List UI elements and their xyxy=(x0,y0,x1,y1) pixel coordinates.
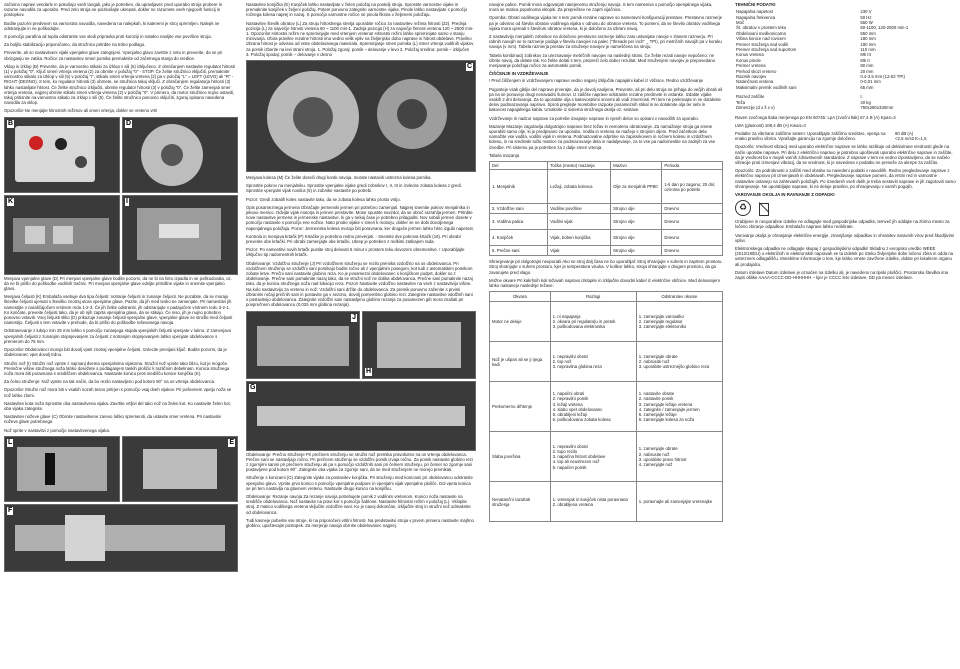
cross-turning-text: Obdelovanje: Prečno struženje Pri prečnem struženju se stružni nož premika pravokotno na os vrtenja obdelovanca. Prečne sani se nastavljajo ročno. Pri prečnem struženju se vzdolžni pomik izvaja ročno. Za pomik nastavite globino rezi z zgornjimi sanmi pri prečnem struženju ali pa s pomočjo vzdolžnih sani pri čelnem struženju, pri čemer so zgornje sani postavljene pod kotom 90°. Zategnite oba vijaka za zgornje sani, da se med struženjem ne morejo premikati. xyxy=(246,451,473,473)
spec-value: 550 W xyxy=(860,20,873,26)
chuck-check-text: Preverite, ali so nastavitveni vijaki vpenjalne glave zategnjeni. Vpenjalno glavo zavrtite z roko in preverite, da se pri vbrizganju ne zatika. Ročice za nastavitev smeri pomika premaknite od začetnega stanja do sredine. xyxy=(4,50,223,61)
maintenance-text: Pogosteje vsak gibljiv del naprave prverajte, da je dovolj naoljena. Preverite, ali pri delu stroja ne prihaja do večjih obrab ali pa na se ponuvejo drugi nenavadni šumovi. Iz zaščite naprave odstranite rezalne predmete in ostanke. Izdatite vijake vsakih 2 dni delovanja. Za to uporabite olja s kakovostnimi snovmi ali vodi zmernosti. Pri tem ne prekrivajte in se dotaknite delov podmazovanja napravo. Sproti preglejte morebitne razpoke posameznih stikal in se dotaknite olja ter sebi in kakovost napajalnega kabla. Umaknite iz sistema stružnega okolja oz. sestave. xyxy=(489,86,723,113)
environment-icons xyxy=(735,200,957,216)
photo-j-carriage xyxy=(246,311,360,379)
faults-intro-text: Možne okvare Pri kakršnih koli težavah napravo izklopite in izključite dovodni kabel iz električne vtičnice. Med delovanjem lahko nastanejo naslednje težave: xyxy=(489,277,720,289)
cell: 1. Menjalnik xyxy=(490,170,548,204)
thread-ratio-text: Z nastavitvijo menjalnih zobnikov na določeno prestavno razmerje lahko zato ustvarjate navoje v zlanem razmerju. Pri rabnih navojih se to razmerje podaja v številu navojev na palec ("threads per inch" _ TPI), pri metričnih navojih pa v koraku navoja (v mm). Tabela razmerja prestav za struženje navojev je nameščena na stroju. xyxy=(489,34,722,50)
crossed-bin-icon xyxy=(757,200,771,216)
table-row xyxy=(490,302,723,342)
thread-table-text: Tabela kombinacij zobnikov za ureznavanje metričnih navojev na naslednji strani. Če želite rezati navoje nepočeno: ne izbrite navoj, da delate tak. Ko želite delati s tem, prepreči zelo dober rezultat. Med struženjem navojev je prepovedano menjavanje položaja ročice za avtomatski pomik. xyxy=(489,52,716,69)
table-row xyxy=(490,170,723,204)
chuck-change-text: Menjava vpenjalne glave (D) Pri menjavi vpenjalne glave bodite pozorni, da ne bi na hitro izpadla in se poškodovala, oz. da ne bi prišlo do poškodbe vodilnih tračnic. Pri menjavi vpenjalne glave odvijte pritrdilne vijake in snemite vpenjalno glavo. xyxy=(4,275,232,292)
spec-label: Napajalna napetost xyxy=(736,9,774,15)
spec-label: Št. obratov v prostem teku xyxy=(736,25,787,31)
table-row xyxy=(490,204,723,214)
spec-table xyxy=(735,9,957,90)
table-row xyxy=(490,482,723,522)
intro-text: začnimo napravi vendarle in pokušajo vseh tangali, jako je potreben, da upravljavec pred uporabo stroja probere in razume navodila za uporabo. Pred zelo stroja ne poizkušajte ukrepati, dokler ne razumete vseh njegovih funkcij in postopkov. xyxy=(4,2,223,18)
spec-value: 760x280x330mm xyxy=(860,105,894,111)
spec-value: 20 mm xyxy=(860,68,874,74)
spec-label: Napajalna frekvenca xyxy=(736,14,776,20)
spec-label: Teža xyxy=(736,99,746,105)
cell: 1. nepravilni obrati 2. top nož 3. nepravilna globina reza xyxy=(550,342,636,382)
photo-d-chuck xyxy=(122,117,238,193)
header-odstranitev: Odstranitev okvare xyxy=(636,292,722,302)
cell: Dnevno xyxy=(662,214,723,230)
noise-power-text: LWA (glasnost) 108,4 dB (A) Kwa4=3 xyxy=(735,122,806,128)
photo-h-crossslide xyxy=(362,311,476,379)
vibration-value-1: 80 dB (A) xyxy=(895,130,914,136)
cell: Dnevno xyxy=(662,204,723,214)
belt-text: Opis posameznega jermena Obračajte jermenski jermen pri potrebno zamenjati. Najprej snemite pokrov menjalnika in jekovo menico. Odvijte vijak motorja in jermen prestavite. Motor spustite navzdol, da se obroč razrahlja jermen. Pritrdite nove nastavitve jermena in jermenske nastavitve, ki ga v nekaj čase je potrebno prilagoditi. Nov sobali jermen dosete v pomočjo nastavite s pomočjo ene nožice. Nato prvdie vijake v smeri k motorju, dokler se ne dobi dovoljenega napenjalnega položaja. Pozor: Jermenska kolesa morajo biti poravnana, ker drugače jermen lahko hitro izgubi napetost. xyxy=(246,204,474,231)
cell: 4. Konjiček xyxy=(490,230,548,246)
photo-c-gearbox xyxy=(246,60,476,172)
spec-label: Natančnost vretena xyxy=(736,79,774,85)
spec-label: Dimenzije (d x š x v) xyxy=(736,105,775,111)
spec-value: 50 Hz xyxy=(860,14,872,20)
brush-warning-text: Pozor: Po namestitvi novih krtačk pustite stroj delovati 5 minut v prostem teku dovozem obremenitve. ! Uporabljajte izključno tip nadomestnih krtačk. xyxy=(246,247,465,258)
header-del: Del xyxy=(490,162,548,170)
maintenance-note: Vzdrževanje in nadzor naprave za potrebe izvajanje naprave in njenih delov so opisani v navodilih za uporabo. xyxy=(489,115,699,121)
photo-f-label: F xyxy=(8,506,13,514)
face-turning-text: Za čelno struženje: Nož vpnite na tak način, da bo rezilo nastavljeno pod kotom 90° na os vrtenja obdelovanca. xyxy=(4,379,216,385)
column-4 xyxy=(735,2,957,283)
photo-k-jaws xyxy=(4,195,120,275)
spec-value: Mk II xyxy=(860,57,870,63)
spec-value: 180 mm xyxy=(860,41,876,47)
spec-label: Višina konice nad rovicem xyxy=(736,36,786,42)
cell: 3. Vodilna palica xyxy=(490,214,548,230)
spec-value: 180 mm xyxy=(860,36,876,42)
longitudinal-text: Obdelovanje: Vzdolžno struženje (J) Pri vzdolžnem struženju se rezilo premika vzdolžno na os obdelovanca. Pri vzdolžnem struženju se vzdolžni sani pomikajo bodisi ročno ali z vpenjalnim posegom, kot tudi z avtomatskim pomikom zobate letve. Prečni sani nastavite globino reza. Ko je posamezni obdelovanec s konjičkom podprt, dokler so z obdelovanje. Prečne sani pomaknite nazaj tako, da se stružni nož ne dotika obdelovanca. Prečne sani pomaknite nazaj tako, da je konica stružnega noža nad lokacijo reza. Pozor! Nastavite vzdolžno nastavitev na vseh z nastavitvijo višine. Na kolo nastavitvijo za vreteno in nož. Vzdolžni sani držite do obdelovanca. Za premik ponovno zaženite s prvimi izbranimi ročaji prečnih sani in postavite ga v sezono, dovolj pomembno globino rezi. Zategnite nastavitve vdolžnih sani s postavitvijo obdelovanca. Zategnite vzdolžni sani nastavljeno globino rezanja za posamezen gib mora znašati pri povprečnem obdelovancu (0,025 mm globina rezanja). xyxy=(246,260,473,308)
tool-text: Stružni nož (I) Stružni nož vpnite z najmanj dvema vpenjalnima vijakoma. Stružni nož vpnite tako blizu, kot je mogoče. Premične višine stružnega noža lahko dosežete s podlaganjem tankih ploščic k različnim debelinam. Konica stružnega noža mora biti poravnana s središčem obdelovanca. Nastavite konico proti središču konice konjička (K). xyxy=(4,360,230,376)
vibration-warning-1: Opozorilo: Vrednost vibracij med uporabo električne naprave se lahko razlikuje od deklarirane vrednosti glede na način uporabe naprave. Pri delu z električno napravo je potrebno upoštevati uporabo električne naprave in zaščite, da je vrednost bo v mejah varnih zdravstvenih standardov. Z naprave v tem ne vedno izpostavljeno, da se načelo vibracije proti izmenjavi vibracij, da se vrednost, ki je navedena v podatku ne preseže za ukrepe za zaščito. xyxy=(735,144,953,165)
table-row xyxy=(490,246,723,256)
photo-c-label: C xyxy=(466,63,472,71)
spec-table-2 xyxy=(735,94,957,110)
column-1 xyxy=(4,2,236,570)
cell: 1. napačni obrati 2. nepravilni pomik 3. ležaji vretena 4. slabo vpet obdelovanec 5. obrabljeni ležaji 6. poškodovana zobata kolesa xyxy=(550,382,636,432)
cell: Prekomerno drhtenje xyxy=(490,382,551,432)
photo-d-label: D xyxy=(126,119,132,127)
cell: Vodilne površine xyxy=(548,204,611,214)
cell: 1. zamenjajte varovalko 2. zamenjajte regulator 3. zamenjajte elektroniko xyxy=(636,302,722,342)
gear-remove-text: Sprostite pokrov na menjalniku. Sprostite vpenjalne vijake gredi zobnikov I, II, III in izvlecite zobata kolesa z gredi. Sprostite vpenjalni vijak nosilca (5) in zobnike nastavite po potrebi. xyxy=(246,183,462,194)
vibration-value-2: <2,5 m/s2 K=1,5 xyxy=(895,136,927,142)
spec-value: 230 V xyxy=(860,9,872,15)
cell: 1-ti dan po zagonu; 20 dni; oziroma po potrebi xyxy=(662,170,723,204)
workpiece-text: Odstranevanje z luknjo min 25 mm lahko s pomočjo zunanjega stojala vpenjalnih čeljusti vpenjate v lukno. Z zamenjavo vpenjalnih čeljusti z zunanjim stopnjevanjem za čeljusti z notranjim stopnjevanjem lahko vpenjate obdelovance s premerom do 75 mm. xyxy=(4,328,232,344)
cell: 1. ni napajanja 2. okvara pri regulatorju in pretok 3. poškodovana elektronika xyxy=(550,302,636,342)
spec-value: I. xyxy=(860,94,863,100)
lubrication-table xyxy=(489,161,723,256)
spec-value: 50-1100, 120-2500 min-1 xyxy=(860,25,909,31)
tool-angle-text: Nastavitev kota noža Sprostite oba nastavitvena vijaka. Zavrtite vrtljivi del tako nož na želen kot. Ko nastavite želen kot, oba vijaka zategnite. xyxy=(4,400,231,411)
photo-j-label: J xyxy=(352,313,356,321)
cell: 1. vretenjak in konjiček nista poravnana 2. obrabljena vretena xyxy=(550,482,636,522)
safety-labels-text: Bodite pozorni predvsem na varnostna navodila, navedena na nalepkah, ki kateremi je stroj opremljen. Nalepk ne odstranjujte in ne poškodujte. xyxy=(4,20,220,31)
thread-note-text: Tudi kasneje poberite vse stroje, ki na priporočeni vrtilni hitrosti. Na predstavitvi stroja v prvem primeru nastavite majhno globino, upoštevajte postopek. Za merjenje navoja obrnite obdelovanec najprej. xyxy=(246,517,474,528)
tailstock-text: Nastavitev konjička (E) Konjiček lahko nastavljate v želen položaj na postelji stroja. Sprostite varnostne vijake in premaknite konjiček v željeni položaj. Potem ponovno zategnite varnostne vijake. Pinole lahko nastavljate s pomočjo ročnega kolesa naprej in nazaj. S pomočjo varnostne ročice se pinola fiksira v željenem položaju. xyxy=(246,2,468,18)
photo-f-lathe-bed xyxy=(4,504,238,572)
tool-adjust-text: Nož sprite v nastavitvi z pomočjo nastavitvenega vijaka. xyxy=(4,427,111,433)
noise-pressure-text: Raven zvočnega tlaka merjenega po EN 60745: LpA (zvočni tlak) 67,4 B (A) Kpa4=3 xyxy=(735,114,896,120)
cell: Vijak xyxy=(548,246,611,256)
cell: 1. zamenjajte obrate 2. nabrusite nož 3. uporabite ustreznejšo globino reza xyxy=(636,342,722,382)
spec-value: 40 kg xyxy=(860,99,871,105)
vibration-text: Podatke za vibrirane zaščitne sistem: Uporabljajte zaščitno sredstvo, vpenja na enako pravilno vibrira. Vprašajte garancijo na zgornje določeno. xyxy=(735,130,886,142)
faults-table xyxy=(489,291,723,522)
photo-b-label: B xyxy=(8,119,14,127)
spec-label: Razred zaščite xyxy=(736,94,765,100)
cell: 1. poravnajte ali zamenjajte vretenajke xyxy=(636,482,722,522)
center-turning-text: Struženje s konicami (G) Zategnite vijake za postavitev konjička. Pri struženju med konicami pri obdelovancu odstranite vpenjalno glavo. Vpnite prvo konico s pomočjo vpenjalne podpore in vpenjalni vijak vpenjalne plošče. Dol vpeta konica se pri tem nastavlja na glavnem vretenu. Nastavite drugo konico na konjičku. xyxy=(246,475,473,491)
photo-grid-col2 xyxy=(246,311,474,449)
cell: Nenatančni razultati struženja xyxy=(490,482,551,522)
photo-l-label: L xyxy=(8,438,13,446)
cell: Strojno olje xyxy=(611,246,662,256)
photo-b-control-panel xyxy=(4,117,120,193)
tool-head-text: Nastavitev noževe glave (C) Obrnite nastavitvene zarevo lahko spremeniti, da ustavite smer vretena. Pri nastavitvi noževe glave potrebnega xyxy=(4,414,222,425)
disposal-text: Izrabljene in neuporabne izdelke ne odlagajte med gospodinjske odpadke, temveč jih oddajte na zbirno mesto za ločeno zbiranje odpadkov. Embalažo naprave lahko reciklirate. xyxy=(735,219,950,230)
lead-screw-text: navojne palice. Pomik mora odgovarjati narejenemu struženju navoja. S tem nameniva s pomočjo vpenjalnega vijaka, mora se matica popolnoma vklopiti. Za preprečitev ne zaprti vijačnice. xyxy=(489,2,713,13)
speed-text: Nastavitev številk obratov (L) Za stroju hitrostnega stretja uporabite ročico za nastavitev režima hitrosti (22). Prednja pozicija (L) za največje hitrosti vretena 50 ~ 1100 min-1. Zadnja pozicija (H) za največje hitrosti vretena 120 ~ 2500 min-1. Opozorilo! Hitrostni režim ne spreminjajte med vrtenjem vretena! Hitrostni režim lahko spreminjate samo v stanju mirovanja. Izbira pravilne rezalne hitrosti ima vedno velik vpliv na življenjsko dobo naprave in hitrost obdelave. Pravilno izbrana hitrost je odvisna od vrste obdelovanega materiala. Spreminjanje smeri pomika (L) Smer vrtenja vodilnih vijakov za pomik izberite na levi strani stroja. 1. Položaj zgoraj: pomik – delovanje v levo 2. Položaj sredina: pomik – izključen 3. Položaj spodaj: pomik – delovanje v desno xyxy=(246,20,474,57)
spec-value: 550 mm xyxy=(860,30,876,36)
photo-i-tool xyxy=(122,195,238,275)
photo-k-label: K xyxy=(8,197,14,205)
environment-heading: VAROVANJE OKOLJA IN RAVNANJE Z ODPADKI xyxy=(735,191,835,197)
cell: Nož je ušpan ali se ji rjega kadi xyxy=(490,342,551,382)
header-perioda: Perioda xyxy=(662,162,723,170)
spec-value: 65 mm xyxy=(860,84,874,90)
jaw-change-text: Menjava čeljusti (K) Embalaža vsebuje dva tipa čeljusti: notranje čeljusti in zunanje čeljusti. Ne pozabite, da se morajo številke čeljusti ujemati s številko znotraj utora vpenjalne glave. Pazite, da jih med tesko ne zamenjate. Pri namestitvi jih namestijte v naraščajočem vrstnem redu 1-2-3. Če jih želite odstraniti, jih odstranjujte v padajočem vrstnem redu 3-2-1. Ko končate, preveite čeljusti tako, da je ob njih zaprta vpenjalna glava, da se stikajo. Če niso, jih je nujno potrebno ponovno vstaviti. Vsej čeljusti sliko (D) prikazuje zunanje čeljusti vpenjalne glave, vpenjalne glave se stroški med čeljusti namestijo. Čeljusti s tem vstavite v prehode, da bi prišlo do poškodbe reševanega navoja. xyxy=(4,294,233,326)
cell: Dnevno xyxy=(662,230,723,246)
recycle-icon: ♻ xyxy=(735,200,751,216)
maintenance-intro: ! Pred čiščenjem in vzdrževanjem naprave vedno najprej izključite napajalni kabel iz vtičnice. Redno vzdrževanje xyxy=(489,78,703,84)
table-row xyxy=(490,342,723,382)
spec-label: Konus pinole xyxy=(736,57,761,63)
storage-text: Shranjevanje pri dolgotrajni neuporabi Ako se stroj dalj časa ne bo uporabljal: Stroj shranjujte v suhem in zaprtem prostoru. Stroj shranjujte v suhem prostoru, kjer je temperatura visoka. V kolikor lahko, stroja shranjujte v drugem prostoru, da ga zavarujete pred vlago. xyxy=(489,259,723,275)
clamp-warning-text: Opozorilo! Obdelovanci morajo biti dovolj vpeti znotraj vpenjalne čeljusti. Izvlecite previjani ključ. Bodite pozorni, da je obdelovanec vpet dovolj trdno. xyxy=(4,347,227,358)
spec-label: Obdelovani medkonicarna xyxy=(736,30,786,36)
spec-label: Maksimalni premik vodilnih sani xyxy=(736,84,797,90)
vibration-values xyxy=(895,131,957,144)
environment-text: Varovanje okolja je ohranjanje električne energije, zmanjšanje odpadkov in ohranitev naravnih virov pred škodljivimi vplivi. xyxy=(735,232,955,243)
cell: Strojno olje xyxy=(611,214,662,230)
photo-l-gear-lever xyxy=(4,436,120,502)
photo-g-centers xyxy=(246,381,476,451)
photo-e-tailstock xyxy=(122,436,238,502)
spec-label: Konus vretena xyxy=(736,52,764,58)
cell: Vodilni vijak xyxy=(548,214,611,230)
on-off-text: Vklop in izklop (B) Preverite, da je varnostno stikalo za izklop v sili (5) izključeno. Z obračanjem nastavite regulator hitrosti (1) v položaj "0". Ključ smeri vrtenja vretena (2) za obrnite v položaj "0" - STOP. Če želite stružnico vključiti, premaknite varnostno stikalo za izklop v sili (5) v položaj "I", stikalo smeri vrtenja vretena (2) pa v položaj "L" = LEFT (LEVO) ali "R" - RIGHT (DESNO). S tem, ko regulator hitrosti (3) obrnete, se stružnica takoj vključi. Z obračanjem regulatorja hitrosti (3) lahko nastavljate hitrost. Če želite stružnico izključiti, obrnite regulator hitrosti (3) v položaj "0". Če želite zamenjati smer vrtenja vretena, najprej obrnite stikalo smeri vrtenja vretena (2) v položaj "0". V primeru, da motor stružnice nujno ustaviti, takoj pritisnite na varnostno stikalo za izklop v sili (5). Če želite stružnico ponovno vključiti, zgoraj opisano navedena navodila za vklop. xyxy=(4,63,235,106)
cell: Dnevno xyxy=(662,246,723,256)
spec-label: Premer struženja nad vodili xyxy=(736,41,789,47)
spec-value: 110 mm xyxy=(860,47,876,53)
table-row xyxy=(490,214,723,230)
stability-text: Za boljšo stabilizacijo priporočamo, da stružnico pritrdite na trdno podlago. xyxy=(4,42,146,48)
spec-label: Premer vretena xyxy=(736,63,766,69)
photo-g-label: G xyxy=(250,383,256,391)
brush-text: Kontrola in menjava krtačk (P) Krtačke je potrebno redno preverjati. - Snemite dve pokrova krtačk (16). Pri obrabi preverite obe krtački. Pri obrabi zamenjajte obe krtački. Ukrep je potreben z redkimi zatikajem rada. xyxy=(246,233,461,245)
lubrication-table-title: Tabela mazanja xyxy=(489,152,520,158)
photo-grid-bottom xyxy=(4,436,236,570)
spec-value: 80 mm xyxy=(860,63,874,69)
cleaning-text: S pomočjo parafina ali topila odstranite vse sledi pripravka proti koroziji in natalno naoljite vse površine stroja. xyxy=(4,34,212,40)
header-razlogi: Razlogi xyxy=(550,292,636,302)
header-okvara: Okvara xyxy=(490,292,551,302)
maintenance-heading: ČIŠČENJE IN VZDRŽEVANJE xyxy=(489,71,549,77)
gear-warning-text: Pozor: Gredi zobatih koles nastavite tako, da se zobata kolesa lahko prosto vrtijo. xyxy=(246,196,401,202)
spec-title: TEHNIČNI PODATKI xyxy=(735,2,776,7)
spec-label: Moč xyxy=(736,20,745,26)
weee-text: Elektronskega odpadka ne odlagajte skupaj z gospodinjskimi odpadki! Skladno z evropsko uredbo WEEE (2012/19/EU) o električnih in elektronskih napravah se ta izdelek po izteku življenjske dobe ločeno zbira in odda na ustreznem odlagališču. Morebitne informacije o tem, kje lahko vrnete zavržene izdelke, dobite pri lokalnem organu ali prodajalcu. xyxy=(735,245,954,267)
spec-value: 0-0,01 mm xyxy=(860,79,881,85)
production-date-text: Datum izdelave Datum izdelave je označen na izdelku ali, je navedeno na tipski ploščici. Prostorska številka ima zapis oblike AAAA-CCCC-DD-HHHHHH – kjer je CCCC leto izdelave, DD pa mesec izdelave. xyxy=(735,269,949,280)
table-row xyxy=(490,382,723,432)
cell: 5. Prečne sani xyxy=(490,246,548,256)
cell: Olje za menjalnik PP80 xyxy=(611,170,662,204)
spec-label: Prehod skozi vreteno xyxy=(736,68,777,74)
photo-e-label: E xyxy=(229,438,234,446)
cell: Slaba površina xyxy=(490,432,551,482)
photo-i-label: I xyxy=(126,197,128,205)
cell: Motor ne deluje xyxy=(490,302,551,342)
spec-label: Razmik navojev xyxy=(736,74,767,80)
column-3 xyxy=(489,2,723,522)
cell: 2. Vzdolžne sani xyxy=(490,204,548,214)
lubrication-text: Mazanje Mazanje zagotavlja dolgotrajno napravo brez težav in nemoteno obratovanje. Za namažanje stroja ga smete uporabiti samo olje, ki je predpisano za uporabo. Vodila in vretena se mažejo s strojnim oljem. Pred začetkom dela namažite vse vodila, vodilni vijak in vretena. Podmazovalne odprtine na zapisnikovem in ročnem kolesu in vzdolžnem kolesu, in na sredinski točki matrice za podmazovanje dela in nadaljevanje, za to vse pa nadomestite na zadnjih za vse izvedbe. Pri sistemu pa je potreben za z dalje smeri vrtenja. xyxy=(489,123,716,150)
faults-header-row xyxy=(490,292,723,302)
note-text: Opomba: Obrati vodilnega vijaka ter s tem pomik rezalne naprave so nameravni konfiguraciji prestave. Prestavno razmerje pa je odvisno od števila obratov vodilnega vijaka v odnosu do obratov vretena. To pomeni, da se število obratov vodilnega vijaka mora ujemati s številom obratov vretena, ki je določeno za izbrani navoj. xyxy=(489,15,723,31)
thread-cutting-text: Obdelovanje: Rezanje navoja Za rezanje navoja potrebujete pomik z vodilnim vretenom. Konico noža nastavite na središče obdelovanca. Nož nastavite na pravi kot s pomočjo šablone. Nastavite hitrostni režim v položaj (L). Vklopite stroj. Z matico vodilnega vretena vključite vzdolžne sani. Ko je navoj dokončan, izključite stroj in stružni nož odmaknite od obdelovanca. xyxy=(246,493,471,515)
header-mazivo: Mazivo xyxy=(611,162,662,170)
warning-text: Opozorilo! Ne menjajte hitrostnih režimov ali smeri vrtenja, dokler se vreteno vrti! xyxy=(4,108,158,114)
cell: Strojno olje xyxy=(611,230,662,246)
cell: Strojno olje xyxy=(611,204,662,214)
vibration-warning-2: Opozorilo: Za podrobnosti o zaščiti med obrabo so navedeni podatki v navodilih. Redno pregledovanje naprave z električno napravo pri izmenjavah in obdelavah. Pregledovanje naprave pomeni, da vrstni red in varnostne nastavitve ostanejo na zahtevanih položajih. Po izvedenih vseh delih je treba sestaviti naprave in jih zagotoviti varno shranjevanje. Ne uporabljajte naprave, ki ne deluje pravilno, po shranjevanju v varnih pogojih. xyxy=(735,168,956,189)
cell: 1. nepravilni obrati 2. topo rezilo 3. napačna hitrost obdelave 4. top ali neustrezen nož 5. napačen pomik xyxy=(550,432,636,482)
table-row xyxy=(490,432,723,482)
vibration-block xyxy=(735,131,957,144)
spec-value: Mk III xyxy=(860,52,871,58)
gear-change-text: Menjava kolesa (M) Če želite doseči drugi korak navoja, morate nastaviti ustrezna kolesa pomika. xyxy=(246,175,432,181)
table-row xyxy=(490,230,723,246)
photo-grid-top xyxy=(4,117,236,273)
cell: 1. zamenjajte obrate 2. nabrusite nož 3. uporabite pravo hitrost 4. zamenjajte nož xyxy=(636,432,722,482)
cell: Ležaji, zobata kolesca xyxy=(548,170,611,204)
photo-h-label: H xyxy=(366,367,372,375)
header-tocka: Točka (mesto) mazanja xyxy=(548,162,611,170)
cell: 1. nastavite obrate 2. nastavite pomik 3. zamenjajte ležaje vretena 4. zategnite / zamenjajte jermen 5. zamenjajte ležaje 6. zamenjajte kolesa za noža xyxy=(636,382,722,432)
cell: Vijak, boben konjička xyxy=(548,230,611,246)
spec-value: 0.4-3.5 mm (12-52 TPI) xyxy=(860,74,905,80)
column-2 xyxy=(246,2,474,531)
tool-warning-text: Opozorilo! Stružni nož mora biti v vsakih nozah tesno pritrjen s pomočjo vsaj dveh vijakov. Pri poševnem vpetju noža se nož lahko zlomi. xyxy=(4,387,232,398)
spec-label: Premer struženja nad suportom xyxy=(736,47,797,53)
lubrication-header-row xyxy=(490,162,723,170)
